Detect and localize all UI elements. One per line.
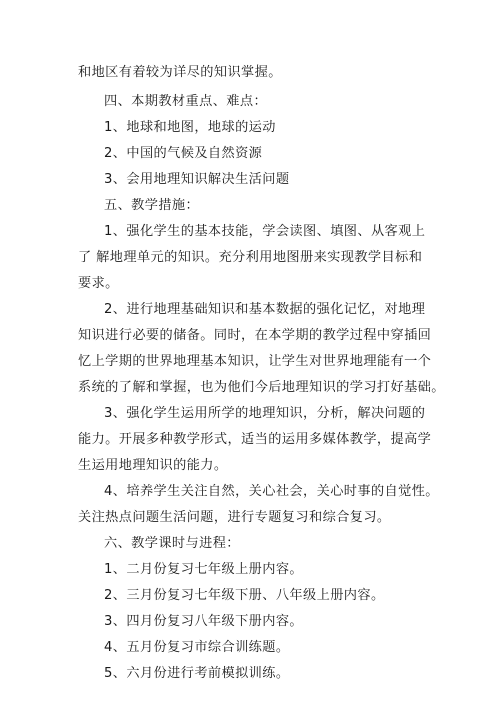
text-line: 能力。开展多种教学形式，适当的运用多媒体教学，提高学 bbox=[78, 432, 432, 447]
list-item: 2、三月份复习七年级下册、八年级上册内容。 bbox=[104, 588, 385, 603]
text-line: 4、培养学生关注自然，关心社会，关心时事的自觉性。 bbox=[104, 484, 439, 499]
text-line: 生运用地理知识的能力。 bbox=[78, 458, 228, 473]
text-line: 系统的了解和掌握，也为他们今后地理知识的学习打好基础。 bbox=[78, 380, 445, 395]
text-line: 知识进行必要的储备。同时，在本学期的教学过程中穿插回 bbox=[78, 328, 432, 343]
section-heading: 五、教学措施： bbox=[104, 198, 200, 213]
text-line: 和地区有着较为详尽的知识掌握。 bbox=[78, 65, 282, 80]
list-item: 1、地球和地图，地球的运动 bbox=[104, 120, 276, 135]
text-line: 2、进行地理基础知识和基本数据的强化记忆，对地理 bbox=[104, 302, 426, 317]
text-line: 3、强化学生运用所学的地理知识，分析，解决问题的 bbox=[104, 406, 426, 421]
text-line: 要求。 bbox=[78, 276, 119, 291]
text-line: 忆上学期的世界地理基本知识，让学生对世界地理能有一个 bbox=[78, 354, 432, 369]
list-item: 4、五月份复习市综合训练题。 bbox=[104, 640, 290, 655]
list-item: 2、中国的气候及自然资源 bbox=[104, 146, 263, 161]
section-heading: 四、本期教材重点、难点： bbox=[104, 94, 268, 109]
text-line: 了 解地理单元的知识。充分利用地图册来实现教学目标和 bbox=[78, 250, 423, 265]
list-item: 3、四月份复习八年级下册内容。 bbox=[104, 614, 304, 629]
text-line: 关注热点问题生活问题，进行专题复习和综合复习。 bbox=[78, 510, 391, 525]
list-item: 3、会用地理知识解决生活问题 bbox=[104, 172, 290, 187]
list-item: 1、二月份复习七年级上册内容。 bbox=[104, 562, 304, 577]
list-item: 5、六月份进行考前模拟训练。 bbox=[104, 666, 290, 681]
section-heading: 六、教学课时与进程： bbox=[104, 536, 240, 551]
text-line: 1、强化学生的基本技能，学会读图、填图、从客观上 bbox=[104, 224, 426, 239]
